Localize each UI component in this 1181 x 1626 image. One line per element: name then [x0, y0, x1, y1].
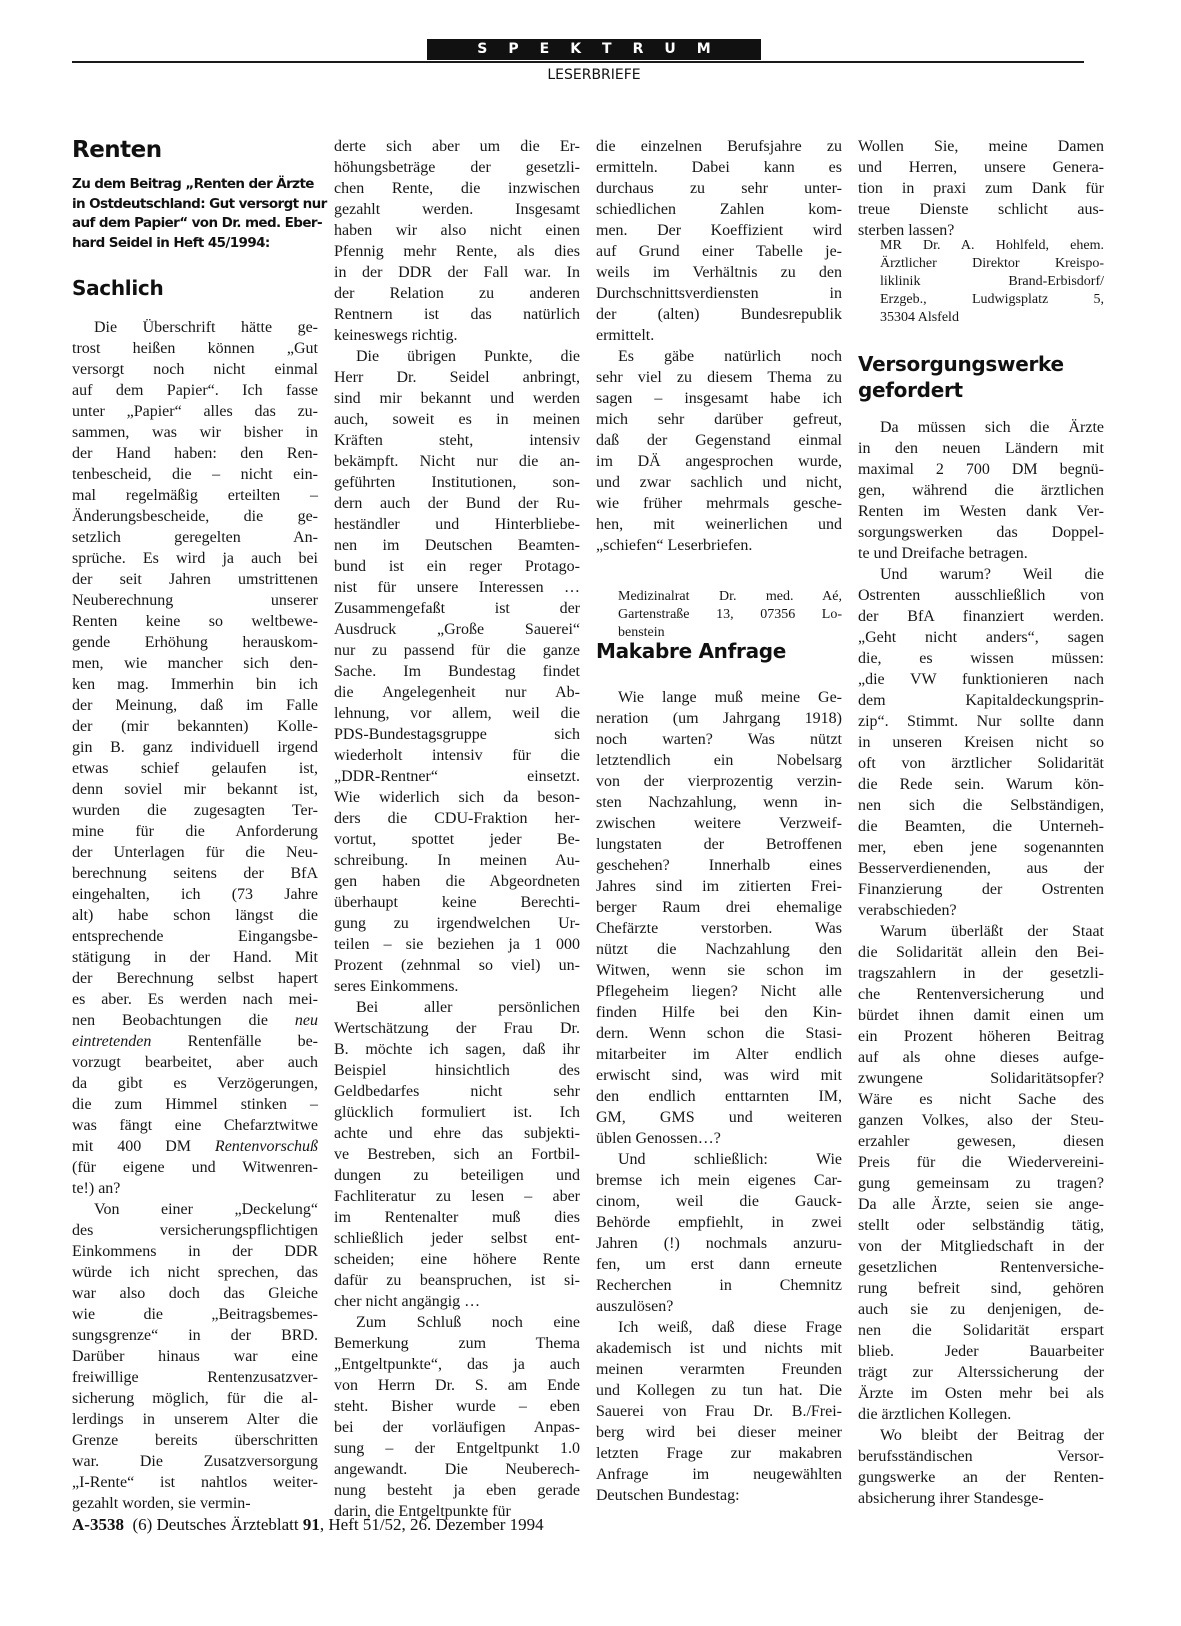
text-line: blieb. Jeder Bauarbeiter: [858, 1343, 1104, 1360]
text-line: nützt die Nachzahlung den: [596, 941, 842, 958]
intro-line: hard Seidel in Heft 45/1994:: [72, 234, 270, 251]
text-line: treue Dienste schlicht aus-: [858, 201, 1104, 218]
text-line: men. Der Koeffizient wird: [596, 222, 842, 239]
text-line: te!) an?: [72, 1180, 121, 1197]
signature-line: Medizinalrat Dr. med. Aé,: [618, 589, 842, 604]
text-line: Pflegeheim liegen? Nicht alle: [596, 983, 842, 1000]
text-line: in den neuen Ländern mit: [858, 440, 1104, 457]
text-line: dern auch der Bund der Ru-: [334, 495, 580, 512]
footer-page-number: A-3538: [72, 1515, 124, 1534]
text-line: die Rede sein. Warum kön-: [858, 776, 1104, 793]
text-line: Von einer „Deckelung“: [94, 1201, 318, 1218]
text-line: bund ist ein reger Protago-: [334, 558, 580, 575]
emphasis: eintretenden: [72, 1033, 152, 1050]
text-line: der Relation zu anderen: [334, 285, 580, 302]
text-line: sorgungswerken das Doppel-: [858, 524, 1104, 541]
text-line: zwischen weitere Verzweif-: [596, 815, 842, 832]
text-line: cinom, weil die Gauck-: [596, 1193, 842, 1210]
text-line: sammen, was wir bisher in: [72, 424, 318, 441]
text-line: ermitteln. Dabei kann es: [596, 159, 842, 176]
text-line: die zum Himmel stinken –: [72, 1096, 318, 1113]
text-line: setzlich geregelten An-: [72, 529, 318, 546]
text-line: denn soviel mir bekannt ist,: [72, 781, 318, 798]
text-line: Preis für die Wiedervereini-: [858, 1154, 1104, 1171]
text-line: nur zu passend für die ganze: [334, 642, 580, 659]
text-line: fen, um erst dann erneute: [596, 1256, 842, 1273]
text-line: die Angelegenheit nur Ab-: [334, 684, 580, 701]
text-line: trost heißen können „Gut: [72, 340, 318, 357]
text-line: überhaupt keine Berechti-: [334, 894, 580, 911]
text-line: gezahlt worden, sie vermin-: [72, 1495, 251, 1512]
text-line: der Unterlagen für die Neu-: [72, 844, 318, 861]
text-line: GM, GMS und weiteren: [596, 1109, 842, 1126]
text-line: maximal 2 700 DM begnü-: [858, 461, 1104, 478]
text-line: Es gäbe natürlich noch: [618, 348, 842, 365]
text-line: gin B. ganz individuell irgend: [72, 739, 318, 756]
text-line: meinen verarmten Freunden: [596, 1361, 842, 1378]
text-line: entsprechende Eingangsbe-: [72, 928, 318, 945]
text-line: der Meinung, daß im Falle: [72, 697, 318, 714]
text-line: lungstaten der Betroffenen: [596, 836, 842, 853]
article-title: Renten: [72, 137, 162, 163]
text-line: trägt zur Alterssicherung der: [858, 1364, 1104, 1381]
text-line: akademisch ist und nichts mit: [596, 1340, 842, 1357]
text-line: auf Grund einer Tabelle je-: [596, 243, 842, 260]
text-line: „I-Rente“ ist nahtlos weiter-: [72, 1474, 318, 1491]
text-line: gen haben die Abgeordneten: [334, 873, 580, 890]
text-line: Geldbedarfes nicht sehr: [334, 1083, 580, 1100]
text-line: schreibung. In meinen Au-: [334, 852, 580, 869]
text-line: Zum Schluß noch eine: [356, 1314, 580, 1331]
text-line: es aber. Es werden nach mei-: [72, 991, 318, 1008]
text-line: verabschieden?: [858, 902, 957, 919]
text-line: Behörde empfiehlt, in zwei: [596, 1214, 842, 1231]
text-line: Sache. Im Bundestag findet: [334, 663, 580, 680]
text-line: bürdet ihnen damit einen um: [858, 1007, 1104, 1024]
text-line: eingehalten, ich (73 Jahre: [72, 886, 318, 903]
text-line: war also doch das Gleiche: [72, 1285, 318, 1302]
text-line: von Herrn Dr. S. am Ende: [334, 1377, 580, 1394]
text-line: alt) habe schon längst die: [72, 907, 318, 924]
text-line: Grenze bereits überschritten: [72, 1432, 318, 1449]
text-line: Wertschätzung der Frau Dr.: [334, 1020, 580, 1037]
text-line: Pfennig mehr Rente, als dies: [334, 243, 580, 260]
text-line: geschehen? Innerhalb eines: [596, 857, 842, 874]
signature-line: Gartenstraße 13, 07356 Lo-: [618, 607, 842, 622]
text-line: ve Bestreben, sich an Fortbil-: [334, 1146, 580, 1163]
text-line: sung – der Entgeltpunkt 1.0: [334, 1440, 580, 1457]
text-line: Ich weiß, daß diese Frage: [618, 1319, 842, 1336]
text-line: letzten Frage zur makabren: [596, 1445, 842, 1462]
text-line: gung zu irgendwelchen Ur-: [334, 915, 580, 932]
text-line: wie die „Beitragsbemes-: [72, 1306, 318, 1323]
text-line: Besserverdienenden, aus der: [858, 860, 1104, 877]
text-line: Fachliteratur zu lesen – aber: [334, 1188, 580, 1205]
text-line: heständler und Hinterbliebe-: [334, 516, 580, 533]
text-line: zip“. Stimmt. Nur sollte dann: [858, 713, 1104, 730]
text-line: berg wird bei dieser meiner: [596, 1424, 842, 1441]
intro-line: Zu dem Beitrag „Renten der Ärzte: [72, 176, 314, 192]
text-line: Durchschnittsverdiensten in: [596, 285, 842, 302]
text-line: und zwar sachlich und nicht,: [596, 474, 842, 491]
signature-line: Erzgeb., Ludwigsplatz 5,: [880, 292, 1104, 307]
text-line: geführten Institutionen, son-: [334, 474, 580, 491]
text-line: „schiefen“ Leserbriefen.: [596, 537, 753, 554]
text-line: Renten im Westen dank Ver-: [858, 503, 1104, 520]
text-line: schiedlichen Zahlen kom-: [596, 201, 842, 218]
emphasis: Rentenvorschuß: [214, 1138, 318, 1155]
text-line: seres Einkommens.: [334, 978, 459, 995]
letter-heading: Sachlich: [72, 276, 164, 300]
text-line: höhungsbeträge der gesetzli-: [334, 159, 580, 176]
text-line: tion in praxi zum Dank für: [858, 180, 1104, 197]
text-line: die, es wissen müssen:: [858, 650, 1104, 667]
text-line: sind mir bekannt und werden: [334, 390, 580, 407]
text-line: vorzugt bearbeitet, aber auch: [72, 1054, 318, 1071]
text-line: achte und ehre das subjekti-: [334, 1125, 580, 1142]
text-line: B. möchte ich sagen, daß ihr: [334, 1041, 580, 1058]
text-line: dern. Wenn schon die Stasi-: [596, 1025, 842, 1042]
text-line: nist für unsere Interessen …: [334, 579, 580, 596]
text-line: bremse ich mein eigenes Car-: [596, 1172, 842, 1189]
text-line: Ärzte im Osten mehr bei als: [858, 1385, 1104, 1402]
text-line: eintretenden Rentenfälle be-: [72, 1033, 318, 1050]
signature-line: liklinik Brand-Erbisdorf/: [880, 274, 1104, 289]
text-line: darin, die Entgeltpunkte für: [334, 1503, 511, 1520]
text-line: berufsständischen Versor-: [858, 1448, 1104, 1465]
text-line: ken mag. Immerhin bin ich: [72, 676, 318, 693]
text-line: sicherung möglich, für die al-: [72, 1390, 318, 1407]
signature-line: Ärztlicher Direktor Kreispo-: [880, 256, 1104, 271]
text-line: Beispiel hinsichtlich des: [334, 1062, 580, 1079]
text-line: Änderungsbescheide, die ge-: [72, 508, 318, 525]
text-line: gezahlt werden. Insgesamt: [334, 201, 580, 218]
text-line: chen Rente, die inzwischen: [334, 180, 580, 197]
text-line: Wie widerlich sich da beson-: [334, 789, 580, 806]
text-line: Die übrigen Punkte, die: [356, 348, 580, 365]
signature-line: 35304 Alsfeld: [880, 310, 959, 325]
text-line: te und Dreifache betragen.: [858, 545, 1028, 562]
text-line: haben wir also nicht einen: [334, 222, 580, 239]
text-line: in unseren Kreisen nicht so: [858, 734, 1104, 751]
text-line: derte sich aber um die Er-: [334, 138, 580, 155]
text-line: hen, mit weinerlichen und: [596, 516, 842, 533]
text-line: auf dem Papier“. Ich fasse: [72, 382, 318, 399]
text-line: gungswerke an der Renten-: [858, 1469, 1104, 1486]
text-line: Wo bleibt der Beitrag der: [880, 1427, 1104, 1444]
text-line: Da alle Ärzte, seien sie ange-: [858, 1196, 1104, 1213]
text-line: des versicherungspflichtigen: [72, 1222, 318, 1239]
text-line: der (mir bekannten) Kolle-: [72, 718, 318, 735]
text-line: ermittelt.: [596, 327, 655, 344]
text-line: Renten keine so weltbewe-: [72, 613, 318, 630]
text-line: Ausdruck „Große Sauerei“: [334, 621, 580, 638]
text-line: üblen Genossen…?: [596, 1130, 721, 1147]
text-line: wie früher mehrmals gesche-: [596, 495, 842, 512]
text-line: gesetzlichen Rentenversiche-: [858, 1259, 1104, 1276]
text-line: Prozent (zehnmal so viel) un-: [334, 957, 580, 974]
text-line: Ostrenten ausschließlich von: [858, 587, 1104, 604]
letter-heading: gefordert: [858, 378, 963, 402]
page-footer: [72, 1514, 544, 1536]
text-line: cher nicht angängig …: [334, 1293, 481, 1310]
intro-line: in Ostdeutschland: Gut versorgt nur: [72, 195, 327, 212]
text-line: angewandt. Die Neuberech-: [334, 1461, 580, 1478]
text-line: Wie lange muß meine Ge-: [618, 689, 842, 706]
text-line: sehr viel zu diesem Thema zu: [596, 369, 842, 386]
text-line: „Geht nicht anders“, sagen: [858, 629, 1104, 646]
text-line: war. Die Zusatzversorgung: [72, 1453, 318, 1470]
text-line: Darüber hinaus war eine: [72, 1348, 318, 1365]
text-line: Wäre es nicht Sache des: [858, 1091, 1104, 1108]
text-line: nen Beobachtungen die neu: [72, 1012, 318, 1029]
text-line: berechnung seitens der BfA: [72, 865, 318, 882]
text-line: die einzelnen Berufsjahre zu: [596, 138, 842, 155]
text-line: dungen zu beteiligen und: [334, 1167, 580, 1184]
text-line: Bemerkung zum Thema: [334, 1335, 580, 1352]
text-line: bekämpft. Nicht nur die an-: [334, 453, 580, 470]
text-line: scheiden; eine höhere Rente: [334, 1251, 580, 1268]
text-line: den endlich enttarnten IM,: [596, 1088, 842, 1105]
text-line: von der vierprozentig verzin-: [596, 773, 842, 790]
text-line: absicherung ihrer Standesge-: [858, 1490, 1044, 1507]
text-line: Neuberechnung unserer: [72, 592, 318, 609]
section-banner: SPEKTRUM: [427, 39, 761, 60]
text-line: oft von ärztlicher Solidarität: [858, 755, 1104, 772]
text-line: mich sehr darüber gefreut,: [596, 411, 842, 428]
text-line: vortut, spottet jeder Be-: [334, 831, 580, 848]
text-line: würde ich nicht sprechen, das: [72, 1264, 318, 1281]
text-line: im Rentenalter muß dies: [334, 1209, 580, 1226]
intro-line: auf dem Papier“ von Dr. med. Eber-: [72, 215, 322, 231]
text-line: von der Mitgliedschaft in der: [858, 1238, 1104, 1255]
text-line: erzahler gewesen, diesen: [858, 1133, 1104, 1150]
text-line: Zusammengefaßt ist der: [334, 600, 580, 617]
text-line: auch sie zu denjenigen, de-: [858, 1301, 1104, 1318]
text-line: bei der vorläufigen Anpas-: [334, 1419, 580, 1436]
text-line: etwas schief gelaufen ist,: [72, 760, 318, 777]
text-line: sten Nachzahlung, wenn in-: [596, 794, 842, 811]
text-line: mer, eben jene sogenannten: [858, 839, 1104, 856]
header-rule: [72, 61, 1084, 63]
footer-journal: (6) Deutsches Ärzteblatt: [132, 1515, 303, 1534]
text-line: Jahren (!) nochmals anzuru-: [596, 1235, 842, 1252]
text-line: sagen – insgesamt habe ich: [596, 390, 842, 407]
text-line: durchaus zu sehr unter-: [596, 180, 842, 197]
text-line: Und schließlich: Wie: [618, 1151, 842, 1168]
text-line: tragszahlern in der gesetzli-: [858, 965, 1104, 982]
text-line: stätigung in der Hand. Mit: [72, 949, 318, 966]
text-line: Recherchen in Chemnitz: [596, 1277, 842, 1294]
signature-line: benstein: [618, 625, 665, 640]
text-line: letztendlich ein Nobelsarg: [596, 752, 842, 769]
text-line: sprüche. Es wird ja auch bei: [72, 550, 318, 567]
text-line: in der DDR der Fall war. In: [334, 264, 580, 281]
text-line: finden Hilfe bei den Kin-: [596, 1004, 842, 1021]
text-line: Und warum? Weil die: [880, 566, 1104, 583]
text-line: dem Kapitaldeckungsprin-: [858, 692, 1104, 709]
text-line: die ärztlichen Kollegen.: [858, 1406, 1012, 1423]
text-line: gen, während die ärztlichen: [858, 482, 1104, 499]
text-line: der Hand haben: den Ren-: [72, 445, 318, 462]
text-line: da gibt es Verzögerungen,: [72, 1075, 318, 1092]
text-line: Die Überschrift hätte ge-: [94, 319, 318, 336]
text-line: glücklich formuliert ist. Ich: [334, 1104, 580, 1121]
text-line: stellt oder selbständig tätig,: [858, 1217, 1104, 1234]
text-line: auf als ohne dieses aufge-: [858, 1049, 1104, 1066]
footer-volume: 91: [302, 1515, 320, 1534]
text-line: die Solidarität allein den Bei-: [858, 944, 1104, 961]
text-line: versorgt noch nicht einmal: [72, 361, 318, 378]
text-line: der Berechnung selbst hapert: [72, 970, 318, 987]
text-line: Rentnern ist das natürlich: [334, 306, 580, 323]
text-line: noch warten? Was nützt: [596, 731, 842, 748]
text-line: rung befreit sind, gehören: [858, 1280, 1104, 1297]
text-line: ein Prozent höheren Beitrag: [858, 1028, 1104, 1045]
text-line: Anfrage im neugewählten: [596, 1466, 842, 1483]
text-line: gende Erhöhung herauskom-: [72, 634, 318, 651]
text-line: Sauerei von Frau Dr. B./Frei-: [596, 1403, 842, 1420]
text-line: dafür zu beanspruchen, ist si-: [334, 1272, 580, 1289]
text-line: lerdings in unserem Alter die: [72, 1411, 318, 1428]
text-line: che Rentenversicherung und: [858, 986, 1104, 1003]
text-line: der seit Jahren umstrittenen: [72, 571, 318, 588]
text-line: wiederholt intensiv für die: [334, 747, 580, 764]
text-line: Wollen Sie, meine Damen: [858, 138, 1104, 155]
text-line: steht. Bisher wurde – eben: [334, 1398, 580, 1415]
text-line: Da müssen sich die Ärzte: [880, 419, 1104, 436]
footer-issue: , Heft 51/52, 26. Dezember 1994: [319, 1515, 544, 1534]
text-line: teilen – sie beziehen ja 1 000: [334, 936, 580, 953]
text-line: Herr Dr. Seidel anbringt,: [334, 369, 580, 386]
text-line: keineswegs richtig.: [334, 327, 458, 344]
text-line: weils im Verhältnis zu den: [596, 264, 842, 281]
text-line: tenbescheid, die – nicht ein-: [72, 466, 318, 483]
text-line: sterben lassen?: [858, 222, 955, 239]
text-line: ganzen Volkes, also der Steu-: [858, 1112, 1104, 1129]
text-line: unter „Papier“ alles das zu-: [72, 403, 318, 420]
text-line: die Beamten, die Unterneh-: [858, 818, 1104, 835]
text-line: Bei aller persönlichen: [356, 999, 580, 1016]
text-line: mit 400 DM Rentenvorschuß: [72, 1138, 318, 1155]
text-line: Chefärzte verstorben. Was: [596, 920, 842, 937]
text-line: mitarbeiter im Alter endlich: [596, 1046, 842, 1063]
text-line: und Herren, unsere Genera-: [858, 159, 1104, 176]
letter-heading: Versorgungswerke: [858, 352, 1064, 376]
text-line: berger Raum drei ehemalige: [596, 899, 842, 916]
text-line: und Kollegen zu tun hat. Die: [596, 1382, 842, 1399]
emphasis: neu: [294, 1012, 318, 1029]
text-line: Deutschen Bundestag:: [596, 1487, 740, 1504]
text-line: Jahres sind im zitierten Frei-: [596, 878, 842, 895]
text-line: im DÄ angesprochen wurde,: [596, 453, 842, 470]
text-line: zwungene Solidaritätsopfer?: [858, 1070, 1104, 1087]
text-line: sungsgrenze“ in der BRD.: [72, 1327, 318, 1344]
text-line: Finanzierung der Ostrenten: [858, 881, 1104, 898]
text-line: gung gemeinsam zu tragen?: [858, 1175, 1104, 1192]
section-subtitle: LESERBRIEFE: [547, 67, 641, 83]
text-line: „die VW funktionieren nach: [858, 671, 1104, 688]
text-line: mal regelmäßig erteilten –: [72, 487, 318, 504]
text-line: daß der Gegenstand einmal: [596, 432, 842, 449]
text-line: auch, soweit es in meinen: [334, 411, 580, 428]
text-line: freiwillige Rentenzusatzver-: [72, 1369, 318, 1386]
signature-line: MR Dr. A. Hohlfeld, ehem.: [880, 238, 1104, 253]
letter-heading: Makabre Anfrage: [596, 639, 787, 663]
text-line: nung besteht ja eben gerade: [334, 1482, 580, 1499]
text-line: men, wie mancher sich den-: [72, 655, 318, 672]
text-line: nen die Solidarität erspart: [858, 1322, 1104, 1339]
text-line: mine für die Anforderung: [72, 823, 318, 840]
text-line: Warum überläßt der Staat: [880, 923, 1104, 940]
text-line: wurden die zugesagten Ter-: [72, 802, 318, 819]
text-line: auszulösen?: [596, 1298, 674, 1315]
text-line: was fängt eine Chefarztwitwe: [72, 1117, 318, 1134]
text-line: lehnung, vor allem, weil die: [334, 705, 580, 722]
text-line: „Entgeltpunkte“, das ja auch: [334, 1356, 580, 1373]
text-line: neration (um Jahrgang 1918): [596, 710, 842, 727]
text-line: nen sich die Selbständigen,: [858, 797, 1104, 814]
text-line: PDS-Bundestagsgruppe sich: [334, 726, 580, 743]
text-line: „DDR-Rentner“ einsetzt.: [334, 768, 580, 785]
text-line: nen im Deutschen Beamten-: [334, 537, 580, 554]
text-line: der BfA finanziert werden.: [858, 608, 1104, 625]
text-line: Kräften steht, intensiv: [334, 432, 580, 449]
text-line: schließlich jeder selbst ent-: [334, 1230, 580, 1247]
text-line: erwischt sind, was wird mit: [596, 1067, 842, 1084]
text-line: Witwen, wenn sie schon im: [596, 962, 842, 979]
text-line: (für eigene und Witwenren-: [72, 1159, 318, 1176]
text-line: der (alten) Bundesrepublik: [596, 306, 842, 323]
text-line: ders die CDU-Fraktion her-: [334, 810, 580, 827]
text-line: Einkommens in der DDR: [72, 1243, 318, 1260]
